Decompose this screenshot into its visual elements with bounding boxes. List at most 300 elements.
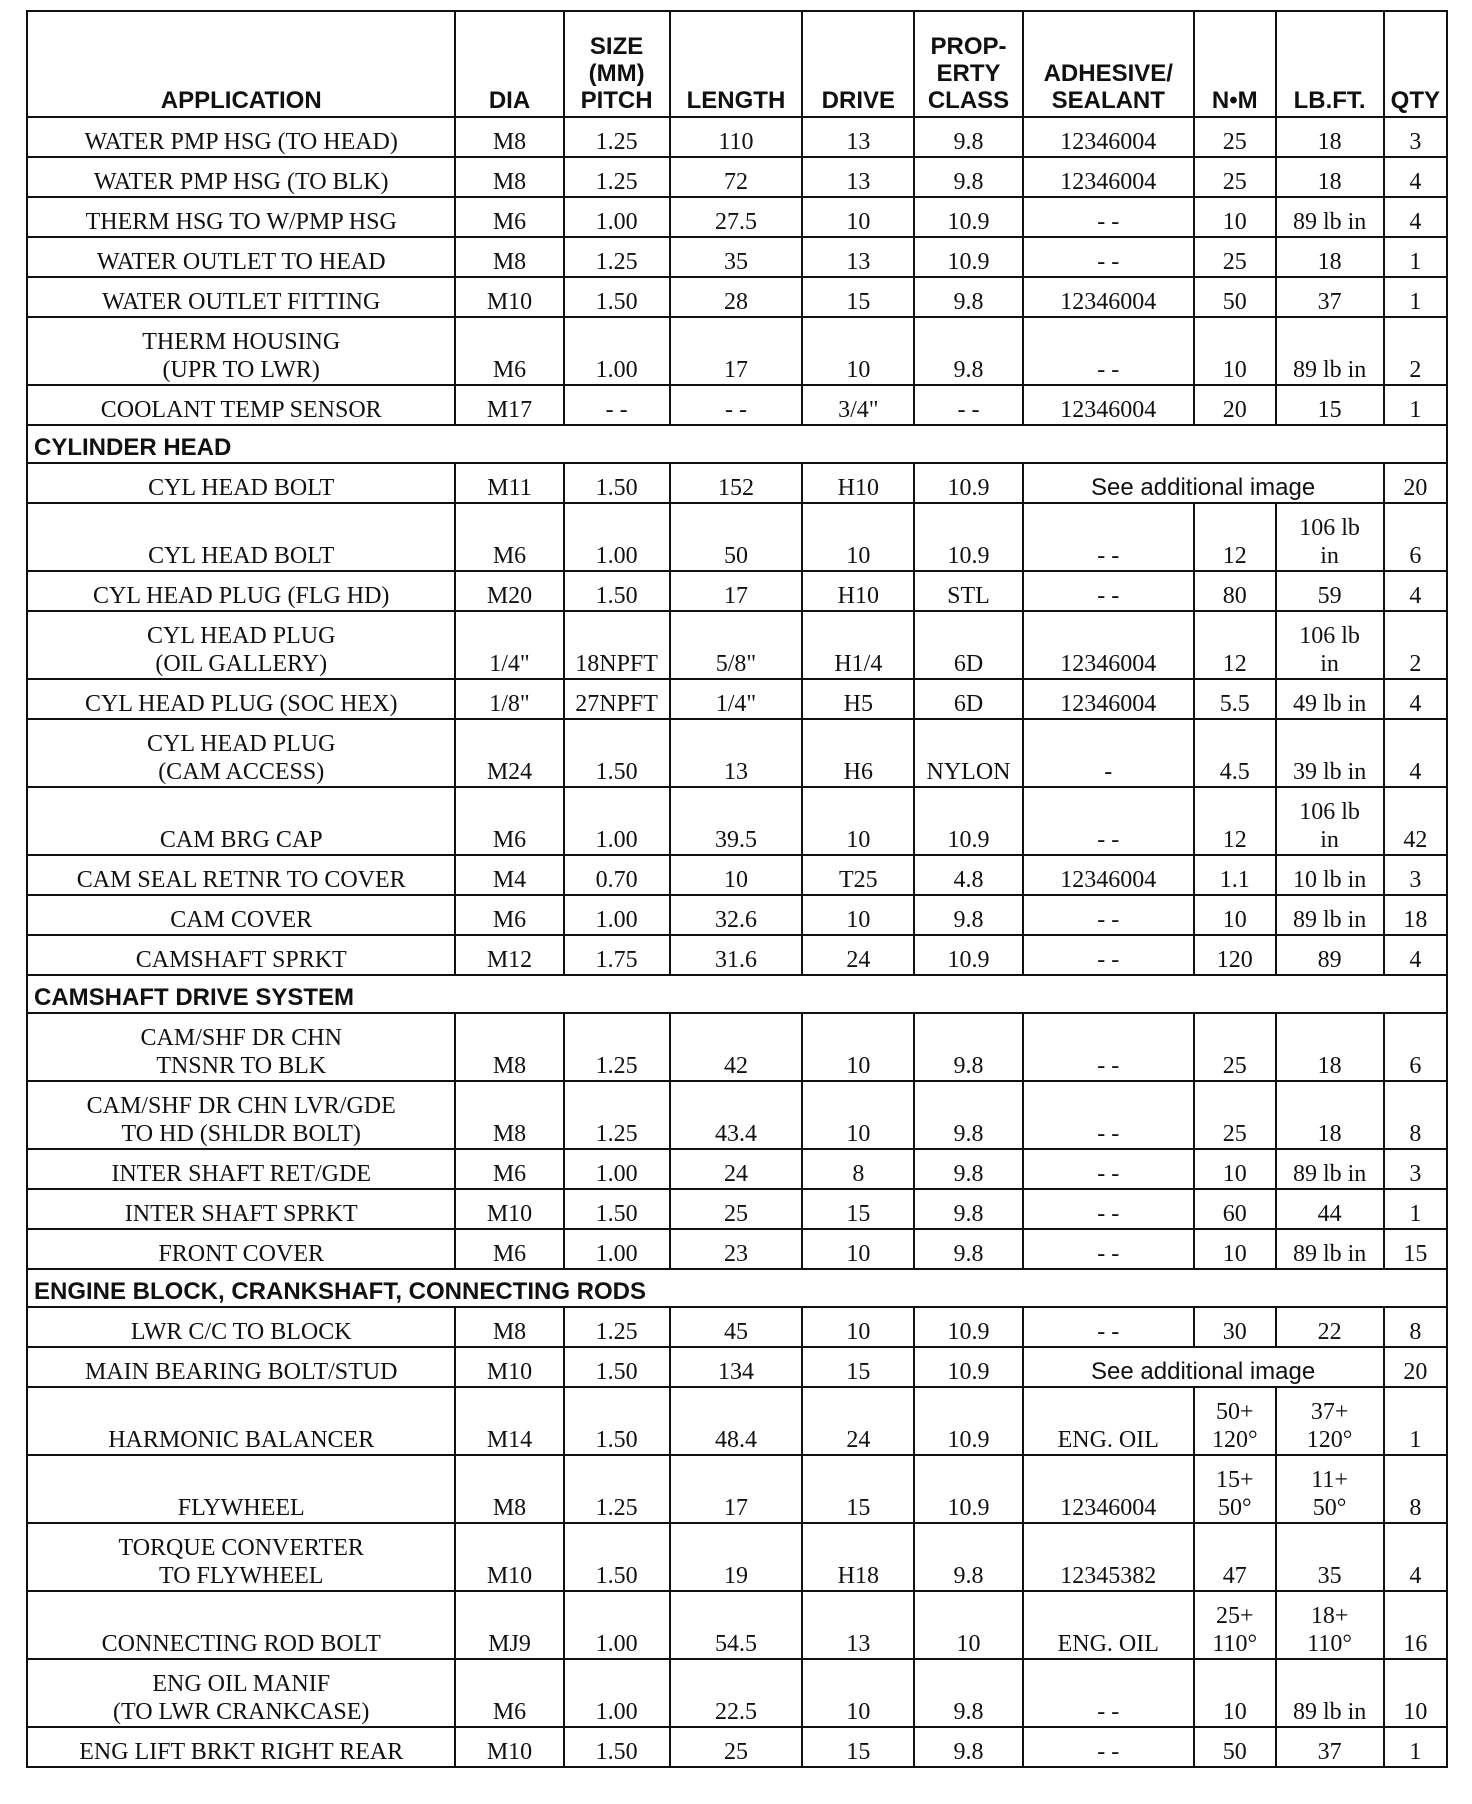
cell-adhesive: - - — [1023, 935, 1194, 975]
cell-drive: 24 — [802, 935, 914, 975]
cell-pitch: 1.25 — [564, 117, 670, 157]
table-row — [27, 679, 1447, 719]
cell-adhesive: - - — [1023, 787, 1194, 855]
cell-class: 10.9 — [914, 935, 1022, 975]
cell-dia: M8 — [455, 1307, 563, 1347]
table-row — [27, 317, 1447, 385]
cell-lbft: 18 — [1276, 1013, 1384, 1081]
cell-adhesive: 12346004 — [1023, 385, 1194, 425]
cell-drive: H10 — [802, 571, 914, 611]
cell-app: FLYWHEEL — [27, 1455, 455, 1523]
section-header-row — [27, 975, 1447, 1013]
cell-pitch: 1.00 — [564, 1659, 670, 1727]
cell-see-additional-image: See additional image — [1023, 463, 1384, 503]
cell-qty: 20 — [1384, 463, 1447, 503]
table-row — [27, 1149, 1447, 1189]
table-row — [27, 503, 1447, 571]
cell-qty: 6 — [1384, 1013, 1447, 1081]
cell-qty: 20 — [1384, 1347, 1447, 1387]
section-header-row — [27, 1269, 1447, 1307]
cell-nm: 10 — [1194, 317, 1276, 385]
table-row — [27, 719, 1447, 787]
cell-qty: 4 — [1384, 935, 1447, 975]
cell-nm: 15+ 50° — [1194, 1455, 1276, 1523]
cell-nm: 10 — [1194, 1659, 1276, 1727]
fastener-spec-table — [26, 10, 1448, 1768]
cell-length: - - — [670, 385, 803, 425]
cell-app: COOLANT TEMP SENSOR — [27, 385, 455, 425]
cell-nm: 120 — [1194, 935, 1276, 975]
cell-adhesive: 12346004 — [1023, 117, 1194, 157]
cell-drive: 13 — [802, 1591, 914, 1659]
cell-qty: 1 — [1384, 1387, 1447, 1455]
cell-dia: M6 — [455, 197, 563, 237]
cell-qty: 8 — [1384, 1455, 1447, 1523]
cell-pitch: 1.50 — [564, 1387, 670, 1455]
cell-dia: M6 — [455, 1149, 563, 1189]
cell-lbft: 59 — [1276, 571, 1384, 611]
cell-qty: 6 — [1384, 503, 1447, 571]
cell-dia: M10 — [455, 1347, 563, 1387]
cell-class: NYLON — [914, 719, 1022, 787]
cell-pitch: 27NPFT — [564, 679, 670, 719]
cell-dia: M20 — [455, 571, 563, 611]
cell-class: 10.9 — [914, 1387, 1022, 1455]
cell-pitch: 1.25 — [564, 1307, 670, 1347]
cell-adhesive: - - — [1023, 317, 1194, 385]
cell-length: 1/4" — [670, 679, 803, 719]
cell-app: CYL HEAD PLUG (FLG HD) — [27, 571, 455, 611]
cell-adhesive: - - — [1023, 1727, 1194, 1767]
cell-pitch: 1.00 — [564, 197, 670, 237]
cell-pitch: 18NPFT — [564, 611, 670, 679]
cell-qty: 4 — [1384, 679, 1447, 719]
cell-nm: 50+ 120° — [1194, 1387, 1276, 1455]
cell-app: CONNECTING ROD BOLT — [27, 1591, 455, 1659]
cell-dia: M10 — [455, 1727, 563, 1767]
cell-class: 10.9 — [914, 1455, 1022, 1523]
cell-lbft: 18+ 110° — [1276, 1591, 1384, 1659]
table-row — [27, 1347, 1447, 1387]
col-header-pitch: SIZE (MM) PITCH — [564, 11, 670, 117]
cell-app: THERM HOUSING (UPR TO LWR) — [27, 317, 455, 385]
cell-pitch: 1.00 — [564, 1591, 670, 1659]
cell-length: 17 — [670, 571, 803, 611]
cell-class: - - — [914, 385, 1022, 425]
cell-pitch: 1.25 — [564, 157, 670, 197]
cell-qty: 3 — [1384, 855, 1447, 895]
cell-qty: 18 — [1384, 895, 1447, 935]
table-row — [27, 1387, 1447, 1455]
cell-length: 28 — [670, 277, 803, 317]
cell-qty: 10 — [1384, 1659, 1447, 1727]
cell-drive: 15 — [802, 1347, 914, 1387]
cell-length: 72 — [670, 157, 803, 197]
cell-lbft: 89 lb in — [1276, 197, 1384, 237]
cell-qty: 4 — [1384, 1523, 1447, 1591]
cell-adhesive: - — [1023, 719, 1194, 787]
cell-length: 10 — [670, 855, 803, 895]
cell-class: 10.9 — [914, 1307, 1022, 1347]
cell-lbft: 18 — [1276, 237, 1384, 277]
cell-app: CAM SEAL RETNR TO COVER — [27, 855, 455, 895]
cell-nm: 25 — [1194, 237, 1276, 277]
cell-drive: H1/4 — [802, 611, 914, 679]
cell-pitch: 1.25 — [564, 1455, 670, 1523]
cell-adhesive: - - — [1023, 1189, 1194, 1229]
cell-app: CAM/SHF DR CHN LVR/GDE TO HD (SHLDR BOLT) — [27, 1081, 455, 1149]
cell-lbft: 18 — [1276, 117, 1384, 157]
cell-nm: 25 — [1194, 1081, 1276, 1149]
cell-app: FRONT COVER — [27, 1229, 455, 1269]
cell-drive: 15 — [802, 1189, 914, 1229]
cell-app: CYL HEAD PLUG (CAM ACCESS) — [27, 719, 455, 787]
cell-app: MAIN BEARING BOLT/STUD — [27, 1347, 455, 1387]
cell-app: INTER SHAFT RET/GDE — [27, 1149, 455, 1189]
cell-dia: 1/4" — [455, 611, 563, 679]
cell-dia: M17 — [455, 385, 563, 425]
col-header-nm: N•M — [1194, 11, 1276, 117]
cell-qty: 1 — [1384, 277, 1447, 317]
cell-length: 48.4 — [670, 1387, 803, 1455]
cell-nm: 25 — [1194, 157, 1276, 197]
cell-app: TORQUE CONVERTER TO FLYWHEEL — [27, 1523, 455, 1591]
cell-class: 10.9 — [914, 787, 1022, 855]
cell-class: 10.9 — [914, 1347, 1022, 1387]
cell-nm: 47 — [1194, 1523, 1276, 1591]
cell-lbft: 89 lb in — [1276, 1229, 1384, 1269]
cell-drive: 10 — [802, 503, 914, 571]
table-row — [27, 1013, 1447, 1081]
cell-length: 50 — [670, 503, 803, 571]
cell-app: CAM COVER — [27, 895, 455, 935]
cell-drive: 10 — [802, 317, 914, 385]
cell-dia: M14 — [455, 1387, 563, 1455]
table-row — [27, 1455, 1447, 1523]
cell-pitch: 1.00 — [564, 317, 670, 385]
cell-pitch: 1.25 — [564, 1013, 670, 1081]
section-title: CAMSHAFT DRIVE SYSTEM — [27, 975, 1447, 1013]
cell-app: INTER SHAFT SPRKT — [27, 1189, 455, 1229]
cell-nm: 10 — [1194, 197, 1276, 237]
cell-lbft: 89 lb in — [1276, 1659, 1384, 1727]
cell-class: 4.8 — [914, 855, 1022, 895]
cell-class: 9.8 — [914, 1229, 1022, 1269]
col-header-property-class: PROP- ERTY CLASS — [914, 11, 1022, 117]
cell-adhesive: - - — [1023, 571, 1194, 611]
cell-app: WATER OUTLET FITTING — [27, 277, 455, 317]
cell-dia: M8 — [455, 237, 563, 277]
cell-length: 17 — [670, 1455, 803, 1523]
cell-length: 17 — [670, 317, 803, 385]
cell-class: 9.8 — [914, 317, 1022, 385]
cell-nm: 25 — [1194, 1013, 1276, 1081]
cell-qty: 3 — [1384, 1149, 1447, 1189]
cell-drive: H6 — [802, 719, 914, 787]
cell-qty: 8 — [1384, 1307, 1447, 1347]
cell-pitch: 1.50 — [564, 719, 670, 787]
cell-lbft: 18 — [1276, 1081, 1384, 1149]
cell-nm: 10 — [1194, 1149, 1276, 1189]
cell-qty: 3 — [1384, 117, 1447, 157]
cell-lbft: 89 lb in — [1276, 317, 1384, 385]
cell-class: 9.8 — [914, 895, 1022, 935]
cell-qty: 8 — [1384, 1081, 1447, 1149]
cell-adhesive: - - — [1023, 197, 1194, 237]
cell-app: CAM BRG CAP — [27, 787, 455, 855]
cell-app: CYL HEAD PLUG (SOC HEX) — [27, 679, 455, 719]
table-row — [27, 157, 1447, 197]
cell-lbft: 10 lb in — [1276, 855, 1384, 895]
cell-drive: 13 — [802, 237, 914, 277]
cell-class: 9.8 — [914, 1013, 1022, 1081]
cell-pitch: 1.75 — [564, 935, 670, 975]
spec-table-body — [27, 117, 1447, 1767]
col-header-drive: DRIVE — [802, 11, 914, 117]
cell-lbft: 89 — [1276, 935, 1384, 975]
cell-app: CYL HEAD PLUG (OIL GALLERY) — [27, 611, 455, 679]
cell-drive: H10 — [802, 463, 914, 503]
cell-drive: 10 — [802, 1307, 914, 1347]
cell-app: CYL HEAD BOLT — [27, 503, 455, 571]
cell-length: 25 — [670, 1727, 803, 1767]
cell-nm: 1.1 — [1194, 855, 1276, 895]
cell-drive: 13 — [802, 157, 914, 197]
cell-app: HARMONIC BALANCER — [27, 1387, 455, 1455]
cell-length: 22.5 — [670, 1659, 803, 1727]
cell-adhesive: ENG. OIL — [1023, 1387, 1194, 1455]
cell-drive: 10 — [802, 1081, 914, 1149]
cell-nm: 4.5 — [1194, 719, 1276, 787]
cell-dia: M12 — [455, 935, 563, 975]
cell-adhesive: 12346004 — [1023, 679, 1194, 719]
table-row — [27, 1229, 1447, 1269]
cell-pitch: 1.00 — [564, 503, 670, 571]
cell-length: 31.6 — [670, 935, 803, 975]
cell-length: 42 — [670, 1013, 803, 1081]
cell-length: 43.4 — [670, 1081, 803, 1149]
cell-nm: 50 — [1194, 1727, 1276, 1767]
cell-class: 9.8 — [914, 117, 1022, 157]
cell-qty: 4 — [1384, 157, 1447, 197]
cell-dia: MJ9 — [455, 1591, 563, 1659]
cell-lbft: 15 — [1276, 385, 1384, 425]
cell-class: 10.9 — [914, 237, 1022, 277]
cell-pitch: - - — [564, 385, 670, 425]
cell-app: WATER OUTLET TO HEAD — [27, 237, 455, 277]
cell-drive: 10 — [802, 1229, 914, 1269]
cell-dia: M8 — [455, 1013, 563, 1081]
table-row — [27, 895, 1447, 935]
col-header-length: LENGTH — [670, 11, 803, 117]
cell-dia: M6 — [455, 895, 563, 935]
cell-app: LWR C/C TO BLOCK — [27, 1307, 455, 1347]
cell-drive: 3/4" — [802, 385, 914, 425]
cell-pitch: 1.25 — [564, 1081, 670, 1149]
cell-length: 32.6 — [670, 895, 803, 935]
cell-adhesive: - - — [1023, 1307, 1194, 1347]
cell-adhesive: - - — [1023, 895, 1194, 935]
cell-pitch: 0.70 — [564, 855, 670, 895]
table-row — [27, 1081, 1447, 1149]
cell-class: 9.8 — [914, 1523, 1022, 1591]
cell-length: 23 — [670, 1229, 803, 1269]
cell-length: 24 — [670, 1149, 803, 1189]
cell-qty: 2 — [1384, 317, 1447, 385]
cell-dia: M8 — [455, 1455, 563, 1523]
cell-length: 152 — [670, 463, 803, 503]
cell-class: 9.8 — [914, 1081, 1022, 1149]
cell-dia: M6 — [455, 1229, 563, 1269]
cell-adhesive: 12346004 — [1023, 611, 1194, 679]
cell-nm: 10 — [1194, 1229, 1276, 1269]
cell-length: 134 — [670, 1347, 803, 1387]
cell-qty: 1 — [1384, 1727, 1447, 1767]
cell-lbft: 11+ 50° — [1276, 1455, 1384, 1523]
cell-length: 45 — [670, 1307, 803, 1347]
cell-adhesive: 12346004 — [1023, 277, 1194, 317]
cell-see-additional-image: See additional image — [1023, 1347, 1384, 1387]
cell-drive: 13 — [802, 117, 914, 157]
cell-length: 25 — [670, 1189, 803, 1229]
table-row — [27, 1591, 1447, 1659]
col-header-qty: QTY — [1384, 11, 1447, 117]
cell-lbft: 18 — [1276, 157, 1384, 197]
cell-class: 9.8 — [914, 1727, 1022, 1767]
cell-lbft: 37 — [1276, 1727, 1384, 1767]
cell-pitch: 1.00 — [564, 1229, 670, 1269]
cell-nm: 60 — [1194, 1189, 1276, 1229]
cell-drive: 15 — [802, 277, 914, 317]
cell-length: 27.5 — [670, 197, 803, 237]
cell-nm: 50 — [1194, 277, 1276, 317]
cell-app: WATER PMP HSG (TO HEAD) — [27, 117, 455, 157]
cell-dia: M4 — [455, 855, 563, 895]
cell-dia: M24 — [455, 719, 563, 787]
cell-qty: 15 — [1384, 1229, 1447, 1269]
cell-pitch: 1.50 — [564, 277, 670, 317]
cell-dia: M8 — [455, 117, 563, 157]
section-title: CYLINDER HEAD — [27, 425, 1447, 463]
cell-app: CYL HEAD BOLT — [27, 463, 455, 503]
cell-dia: M8 — [455, 1081, 563, 1149]
cell-drive: 10 — [802, 1659, 914, 1727]
cell-pitch: 1.50 — [564, 463, 670, 503]
table-row — [27, 1189, 1447, 1229]
cell-lbft: 49 lb in — [1276, 679, 1384, 719]
torque-spec-sheet — [26, 10, 1448, 1768]
cell-drive: H5 — [802, 679, 914, 719]
table-row — [27, 611, 1447, 679]
cell-nm: 20 — [1194, 385, 1276, 425]
cell-adhesive: 12346004 — [1023, 157, 1194, 197]
cell-nm: 80 — [1194, 571, 1276, 611]
cell-class: STL — [914, 571, 1022, 611]
cell-class: 9.8 — [914, 1659, 1022, 1727]
cell-app: ENG LIFT BRKT RIGHT REAR — [27, 1727, 455, 1767]
table-row — [27, 117, 1447, 157]
cell-nm: 30 — [1194, 1307, 1276, 1347]
table-row — [27, 1659, 1447, 1727]
cell-class: 10 — [914, 1591, 1022, 1659]
cell-dia: M8 — [455, 157, 563, 197]
cell-pitch: 1.25 — [564, 237, 670, 277]
cell-drive: T25 — [802, 855, 914, 895]
cell-lbft: 106 lb in — [1276, 787, 1384, 855]
cell-nm: 25 — [1194, 117, 1276, 157]
cell-dia: M6 — [455, 787, 563, 855]
cell-class: 10.9 — [914, 503, 1022, 571]
cell-drive: H18 — [802, 1523, 914, 1591]
cell-lbft: 37 — [1276, 277, 1384, 317]
cell-app: ENG OIL MANIF (TO LWR CRANKCASE) — [27, 1659, 455, 1727]
table-row — [27, 935, 1447, 975]
section-title: ENGINE BLOCK, CRANKSHAFT, CONNECTING RODS — [27, 1269, 1447, 1307]
cell-dia: M10 — [455, 277, 563, 317]
cell-length: 54.5 — [670, 1591, 803, 1659]
cell-adhesive: 12346004 — [1023, 1455, 1194, 1523]
header-row — [27, 11, 1447, 117]
cell-length: 13 — [670, 719, 803, 787]
cell-qty: 1 — [1384, 385, 1447, 425]
col-header-lbft: LB.FT. — [1276, 11, 1384, 117]
cell-class: 9.8 — [914, 1189, 1022, 1229]
col-header-adhesive-sealant: ADHESIVE/ SEALANT — [1023, 11, 1194, 117]
cell-lbft: 89 lb in — [1276, 1149, 1384, 1189]
cell-drive: 10 — [802, 787, 914, 855]
cell-qty: 4 — [1384, 719, 1447, 787]
cell-qty: 1 — [1384, 1189, 1447, 1229]
cell-dia: M11 — [455, 463, 563, 503]
cell-length: 39.5 — [670, 787, 803, 855]
cell-class: 9.8 — [914, 1149, 1022, 1189]
cell-pitch: 1.50 — [564, 1189, 670, 1229]
cell-adhesive: - - — [1023, 237, 1194, 277]
cell-lbft: 89 lb in — [1276, 895, 1384, 935]
cell-adhesive: - - — [1023, 1229, 1194, 1269]
cell-drive: 24 — [802, 1387, 914, 1455]
table-row — [27, 237, 1447, 277]
cell-class: 6D — [914, 679, 1022, 719]
cell-nm: 12 — [1194, 503, 1276, 571]
cell-qty: 1 — [1384, 237, 1447, 277]
table-row — [27, 197, 1447, 237]
cell-dia: M6 — [455, 317, 563, 385]
cell-pitch: 1.00 — [564, 895, 670, 935]
table-row — [27, 1523, 1447, 1591]
cell-dia: M10 — [455, 1523, 563, 1591]
cell-nm: 12 — [1194, 611, 1276, 679]
cell-nm: 25+ 110° — [1194, 1591, 1276, 1659]
cell-drive: 10 — [802, 895, 914, 935]
cell-nm: 10 — [1194, 895, 1276, 935]
cell-dia: M6 — [455, 1659, 563, 1727]
cell-length: 19 — [670, 1523, 803, 1591]
cell-dia: M10 — [455, 1189, 563, 1229]
cell-adhesive: - - — [1023, 1659, 1194, 1727]
cell-drive: 15 — [802, 1455, 914, 1523]
cell-lbft: 106 lb in — [1276, 503, 1384, 571]
table-row — [27, 463, 1447, 503]
cell-adhesive: - - — [1023, 1149, 1194, 1189]
table-row — [27, 1727, 1447, 1767]
cell-qty: 42 — [1384, 787, 1447, 855]
cell-qty: 2 — [1384, 611, 1447, 679]
cell-drive: 15 — [802, 1727, 914, 1767]
cell-adhesive: ENG. OIL — [1023, 1591, 1194, 1659]
cell-qty: 4 — [1384, 197, 1447, 237]
cell-pitch: 1.50 — [564, 1523, 670, 1591]
